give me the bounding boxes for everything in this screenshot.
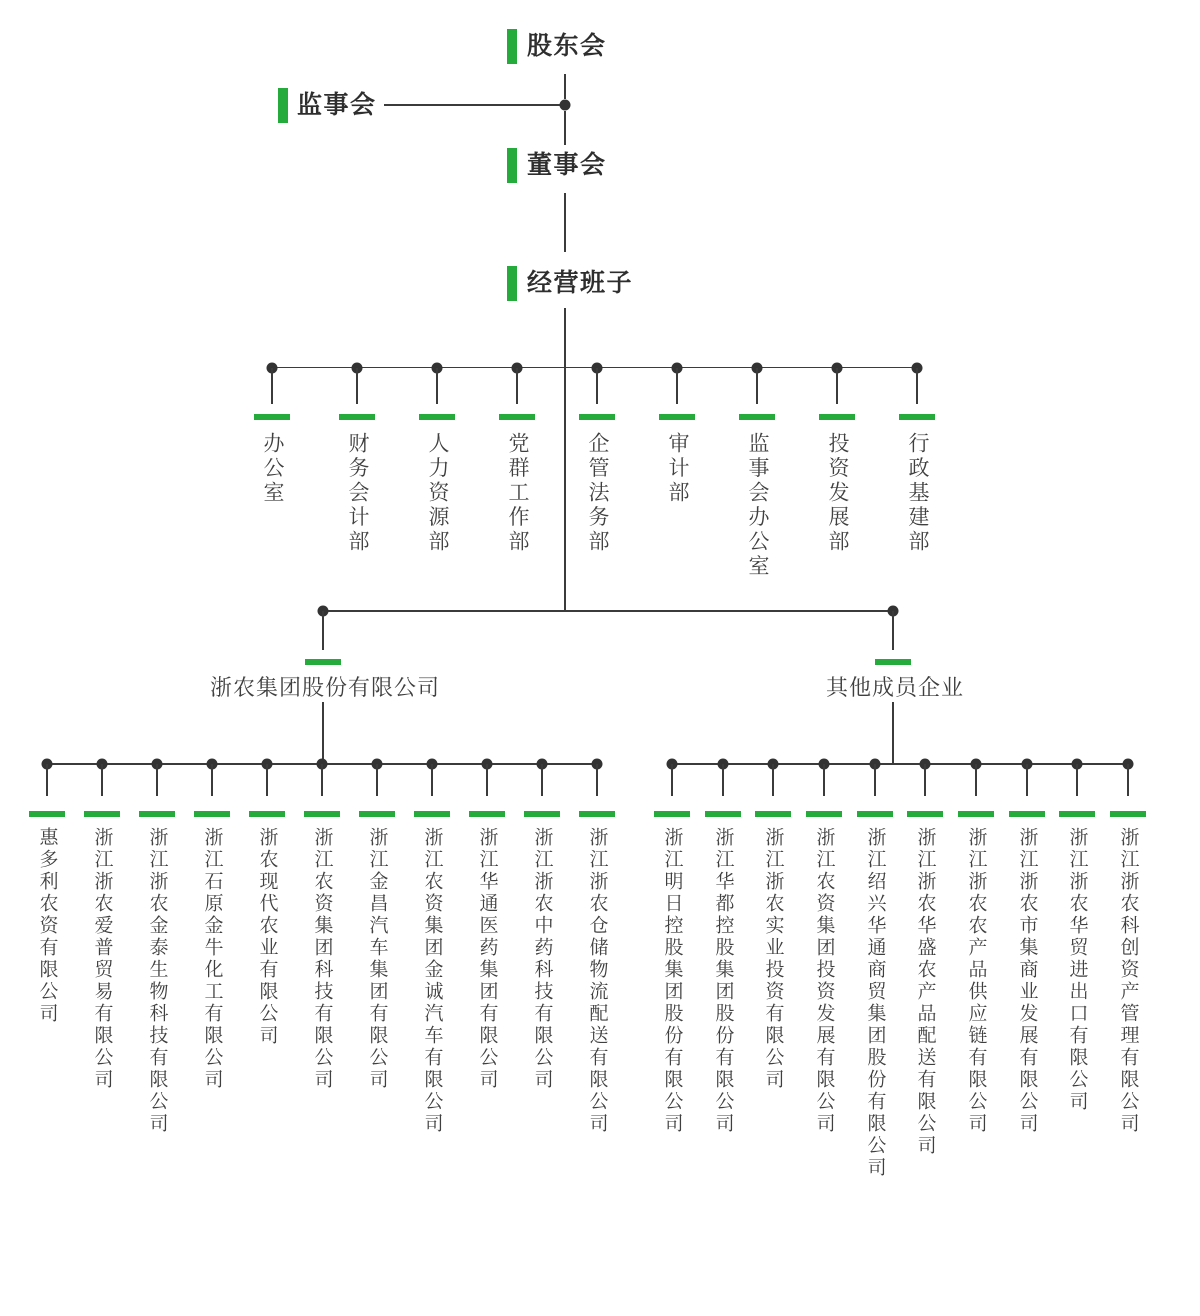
company-1-4-accent-bar (857, 811, 893, 817)
company-0-0-accent-bar (29, 811, 65, 817)
company-0-3-label: 浙江石原金牛化工有限公司 (201, 827, 223, 1091)
company-1-9-accent-bar (1110, 811, 1146, 817)
department-4-stub (596, 368, 598, 404)
department-1-accent-bar (339, 414, 375, 420)
right-companies-connector-line (672, 763, 1128, 765)
department-7-accent-bar (819, 414, 855, 420)
company-0-1-label: 浙江浙农爱普贸易有限公司 (91, 827, 113, 1091)
board-accent-bar (507, 148, 517, 183)
trunk-segment-3 (564, 193, 566, 252)
company-0-6-stub (376, 764, 378, 796)
branch-label-other-members: 其他成员企业 (825, 675, 965, 700)
department-1-stub (356, 368, 358, 404)
department-3-accent-bar (499, 414, 535, 420)
company-0-0-label: 惠多利农资有限公司 (36, 827, 58, 1025)
department-7-label: 投资发展部 (826, 432, 849, 555)
company-0-3-stub (211, 764, 213, 796)
branch-right-downline (892, 702, 894, 764)
department-8-stub (916, 368, 918, 404)
company-0-2-accent-bar (139, 811, 175, 817)
company-0-9-stub (541, 764, 543, 796)
department-0-label: 办公室 (261, 432, 284, 506)
management-accent-bar (507, 266, 517, 301)
trunk-segment-4 (564, 308, 566, 612)
company-0-8-stub (486, 764, 488, 796)
company-1-7-stub (1026, 764, 1028, 796)
company-1-2-label: 浙江浙农实业投资有限公司 (762, 827, 784, 1091)
company-0-7-label: 浙江农资集团金诚汽车有限公司 (421, 827, 443, 1135)
company-0-4-accent-bar (249, 811, 285, 817)
department-5-label: 审计部 (666, 432, 689, 506)
department-6-accent-bar (739, 414, 775, 420)
department-4-label: 企管法务部 (586, 432, 609, 555)
department-1-label: 财务会计部 (346, 432, 369, 555)
company-1-1-label: 浙江华都控股集团股份有限公司 (712, 827, 734, 1135)
node-board-of-directors: 董事会 (527, 151, 607, 179)
supervisory-connector-dot (560, 100, 571, 111)
department-8-label: 行政基建部 (906, 432, 929, 555)
company-1-1-accent-bar (705, 811, 741, 817)
company-1-7-label: 浙江浙农市集商业发展有限公司 (1016, 827, 1038, 1135)
company-0-8-accent-bar (469, 811, 505, 817)
company-0-8-label: 浙江华通医药集团有限公司 (476, 827, 498, 1091)
company-0-5-label: 浙江农资集团科技有限公司 (311, 827, 333, 1091)
branch-left-downline (322, 702, 324, 764)
company-0-1-accent-bar (84, 811, 120, 817)
company-1-0-accent-bar (654, 811, 690, 817)
company-1-1-stub (722, 764, 724, 796)
company-1-5-label: 浙江浙农华盛农产品配送有限公司 (914, 827, 936, 1157)
company-0-9-label: 浙江浙农中药科技有限公司 (531, 827, 553, 1091)
node-shareholders: 股东会 (527, 32, 607, 60)
branch-right-accent-bar (875, 659, 911, 665)
company-0-0-stub (46, 764, 48, 796)
department-3-label: 党群工作部 (506, 432, 529, 555)
company-1-5-stub (924, 764, 926, 796)
supervisory-connector-line (384, 104, 565, 106)
branch-left-stub (322, 611, 324, 650)
company-1-7-accent-bar (1009, 811, 1045, 817)
trunk-segment-2 (564, 111, 566, 145)
company-0-2-label: 浙江浙农金泰生物科技有限公司 (146, 827, 168, 1135)
company-0-7-accent-bar (414, 811, 450, 817)
company-1-4-stub (874, 764, 876, 796)
company-0-1-stub (101, 764, 103, 796)
company-1-4-label: 浙江绍兴华通商贸集团股份有限公司 (864, 827, 886, 1179)
trunk-segment-1 (564, 74, 566, 99)
node-management-team: 经营班子 (527, 269, 634, 297)
company-1-9-label: 浙江浙农科创资产管理有限公司 (1117, 827, 1139, 1135)
company-1-8-label: 浙江浙农华贸进出口有限公司 (1066, 827, 1088, 1113)
department-4-accent-bar (579, 414, 615, 420)
department-6-stub (756, 368, 758, 404)
supervisory-accent-bar (278, 88, 288, 123)
company-0-9-accent-bar (524, 811, 560, 817)
company-0-5-accent-bar (304, 811, 340, 817)
department-2-stub (436, 368, 438, 404)
company-0-4-stub (266, 764, 268, 796)
company-1-2-accent-bar (755, 811, 791, 817)
branch-label-zhenong-group: 浙农集团股份有限公司 (209, 675, 441, 700)
department-3-stub (516, 368, 518, 404)
department-0-accent-bar (254, 414, 290, 420)
company-1-2-stub (772, 764, 774, 796)
company-0-3-accent-bar (194, 811, 230, 817)
branch-left-accent-bar (305, 659, 341, 665)
company-1-9-stub (1127, 764, 1129, 796)
department-7-stub (836, 368, 838, 404)
company-0-10-stub (596, 764, 598, 796)
company-0-10-accent-bar (579, 811, 615, 817)
company-1-6-stub (975, 764, 977, 796)
company-1-6-label: 浙江浙农农产品供应链有限公司 (965, 827, 987, 1135)
company-0-4-label: 浙农现代农业有限公司 (256, 827, 278, 1047)
company-1-0-label: 浙江明日控股集团股份有限公司 (661, 827, 683, 1135)
company-0-5-stub (321, 764, 323, 796)
company-0-2-stub (156, 764, 158, 796)
department-0-stub (271, 368, 273, 404)
department-2-label: 人力资源部 (426, 432, 449, 555)
company-0-7-stub (431, 764, 433, 796)
company-1-0-stub (671, 764, 673, 796)
department-2-accent-bar (419, 414, 455, 420)
company-1-5-accent-bar (907, 811, 943, 817)
company-0-6-label: 浙江金昌汽车集团有限公司 (366, 827, 388, 1091)
company-1-3-label: 浙江农资集团投资发展有限公司 (813, 827, 835, 1135)
department-5-accent-bar (659, 414, 695, 420)
department-8-accent-bar (899, 414, 935, 420)
node-supervisory-board: 监事会 (297, 91, 377, 119)
company-1-3-stub (823, 764, 825, 796)
department-6-label: 监事会办公室 (746, 432, 769, 579)
shareholders-accent-bar (507, 29, 517, 64)
company-1-8-stub (1076, 764, 1078, 796)
company-1-3-accent-bar (806, 811, 842, 817)
company-0-10-label: 浙江浙农仓储物流配送有限公司 (586, 827, 608, 1135)
branch-connector-line (323, 610, 893, 612)
branch-right-stub (892, 611, 894, 650)
company-1-6-accent-bar (958, 811, 994, 817)
department-5-stub (676, 368, 678, 404)
company-1-8-accent-bar (1059, 811, 1095, 817)
company-0-6-accent-bar (359, 811, 395, 817)
